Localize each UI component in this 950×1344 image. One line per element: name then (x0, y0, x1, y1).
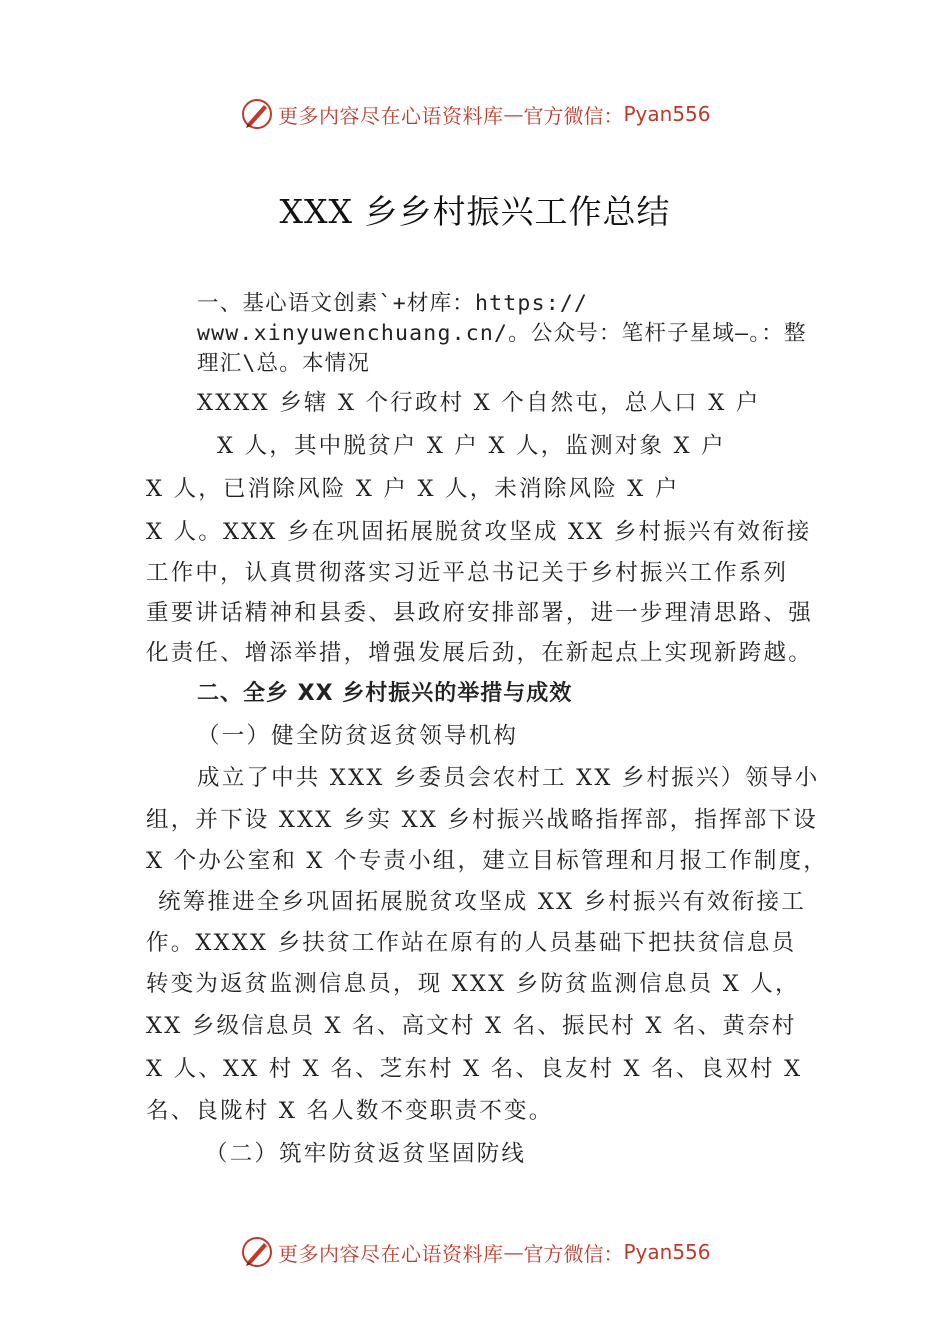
section-1-line-1: 一、基心语文创素`+材库：https:// (197, 291, 589, 316)
banner-dash: — (503, 1240, 524, 1264)
paragraph-line: 转变为返贫监测信息员，现 XXX 乡防贫监测信息员 X 人， (146, 971, 800, 997)
section-1-line-3: 理汇\总。本情况 (197, 351, 371, 376)
banner-wechat-label: 官方微信： (523, 103, 624, 128)
subsection-2-heading: （二）筑牢防贫返贫坚固防线 (205, 1141, 527, 1167)
paragraph-line: 组，并下设 XXX 乡实 XX 乡村振兴战略指挥部，指挥部下设 (146, 807, 818, 833)
paragraph-line: XX 乡级信息员 X 名、高文村 X 名、振民村 X 名、黄奈村 (146, 1013, 797, 1039)
pen-logo-icon (240, 97, 274, 131)
paragraph-line: X 人、XX 村 X 名、芝东村 X 名、良友村 X 名、良双村 X (146, 1056, 803, 1082)
paragraph-line: 化责任、增添举措，增强发展后劲，在新起点上实现新跨越。 (146, 640, 813, 666)
watermark-banner-bottom (240, 1232, 711, 1272)
banner-wechat-id: Pyan556 (623, 1240, 711, 1264)
paragraph-line: X 个办公室和 X 个专责小组，建立目标管理和月报工作制度， (146, 848, 828, 874)
paragraph-line: 作。XXXX 乡扶贫工作站在原有的人员基础下把扶贫信息员 (146, 930, 797, 956)
paragraph-line: 重要讲话精神和县委、县政府安排部署，进一步理清思路、强 (146, 600, 813, 626)
section-1-line-2: www.xinyuwenchuang.cn/。公众号：笔杆子星域—。：整 (197, 321, 807, 346)
paragraph-line: 成立了中共 XXX 乡委员会农村工 XX 乡村振兴）领导小 (197, 765, 820, 791)
banner-text: 更多内容尽在心语资料库 (278, 103, 504, 128)
paragraph-line: 统筹推进全乡巩固拓展脱贫攻坚成 XX 乡村振兴有效衔接工 (158, 889, 806, 915)
paragraph-line: XXXX 乡辖 X 个行政村 X 个自然屯，总人口 X 户 (197, 390, 761, 416)
banner-dash: — (503, 102, 524, 126)
pen-logo-icon (240, 1235, 274, 1269)
paragraph-line: 名、良陇村 X 名人数不变职责不变。 (146, 1098, 554, 1124)
subsection-1-heading: （一）健全防贫返贫领导机构 (197, 723, 519, 749)
banner-text: 更多内容尽在心语资料库 (278, 1241, 504, 1266)
paragraph-line: X 人，已消除风险 X 户 X 人，未消除风险 X 户 (146, 476, 680, 502)
document-title: XXX 乡乡村振兴工作总结 (279, 192, 671, 231)
paragraph-line: X 人。XXX 乡在巩固拓展脱贫攻坚成 XX 乡村振兴有效衔接 (146, 519, 812, 545)
banner-wechat-label: 官方微信： (523, 1241, 624, 1266)
watermark-banner-top (240, 94, 711, 134)
paragraph-line: 工作中，认真贯彻落实习近平总书记关于乡村振兴工作系列 (146, 560, 789, 586)
paragraph-line: X 人，其中脱贫户 X 户 X 人，监测对象 X 户 (217, 433, 726, 459)
section-2-heading: 二、全乡 XX 乡村振兴的举措与成效 (197, 681, 573, 706)
banner-wechat-id: Pyan556 (623, 102, 711, 126)
